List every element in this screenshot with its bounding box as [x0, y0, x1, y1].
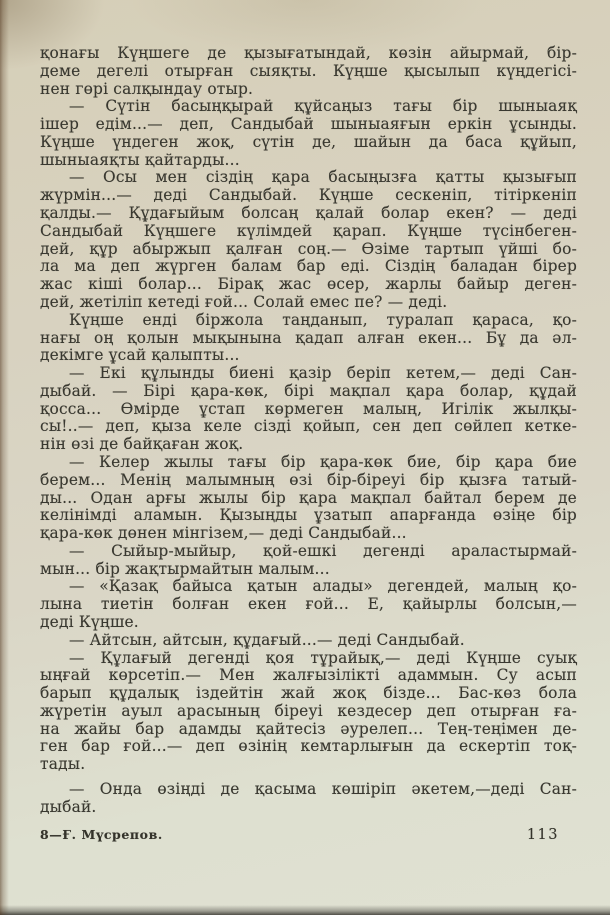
- text-line: ішер едім...— деп, Сандыбай шыныаяғын еркін ұсынды.: [40, 115, 577, 134]
- text-line: нағы оң қолын мықынына қадап алған екен... Бұ да әл-: [40, 328, 577, 347]
- paragraph: [40, 98, 577, 169]
- printer-signature-mark: 8—Ғ. Мүсрепов.: [40, 827, 163, 842]
- text-line: тады.: [40, 755, 86, 774]
- paragraph: [40, 781, 577, 817]
- text-line: барып құдалық іздейтін жай жоқ бізде... Бас-көз бола: [40, 684, 577, 703]
- text-line: — Сыйыр-мыйыр, қой-ешкі дегенді араластырмай-: [69, 541, 577, 560]
- paragraph: [40, 454, 577, 543]
- text-line: Күңше үндеген жоқ, сүтін де, шайын да баса құйып,: [40, 132, 577, 151]
- text-line: декімге ұсай қалыпты...: [40, 346, 240, 365]
- paragraph: [40, 365, 577, 454]
- text-line: ла ма деп жүрген балам бар еді. Сіздің баладан бірер: [40, 257, 577, 276]
- text-line: ды... Одан арғы жылы бір қара мақпал байтал берем де: [40, 488, 577, 507]
- text-line: дей, құр абыржып қалған соң.— Өзіме тартып үйші бо-: [40, 239, 577, 258]
- text-line: на жайы бар адамды қайтесіз әурелеп... Тең-теңімен де-: [40, 719, 577, 738]
- paragraph: [40, 312, 577, 365]
- text-line: қара-көк дөнен мінгізем,— деді Сандыбай...: [40, 524, 407, 543]
- text-line: дей, жетіліп кетеді ғой... Солай емес пе? — деді.: [40, 292, 448, 311]
- text-line: шыныаяқты қайтарды...: [40, 150, 240, 169]
- text-line: жас кіші болар... Бірақ жас өсер, жарлы байыр деген-: [40, 275, 577, 294]
- text-line: қосса... Өмірде ұстап көрмеген малың, Игілік жылқы-: [40, 399, 577, 418]
- text-line: келінімді аламын. Қызыңды ұзатып апарғанда өзіңе бір: [40, 506, 577, 525]
- text-line: қалды.— Құдағыйым болсаң қалай болар екен? — деді: [40, 204, 577, 223]
- text-line: қонағы Күңшеге де қызығатындай, көзін айырмай, бір-: [40, 44, 577, 62]
- text-line: деме дегелі отырған сыяқты. Күңше қысылып күңдегісі-: [40, 61, 577, 80]
- text-line: берем... Менің малымның өзі бір-біреуі бір қызға татый-: [40, 470, 577, 489]
- paragraph: [40, 169, 577, 311]
- text-line: — Осы мен сіздің қара басыңызға қатты қызығып: [69, 168, 577, 187]
- text-line: — Екі құлынды биені қазір беріп кетем,— деді Сан-: [69, 364, 577, 383]
- paragraph: [40, 632, 577, 650]
- text-line: — Сүтін басыңқырай құйсаңыз тағы бір шыныаяқ: [69, 97, 577, 116]
- text-line: деді Күңше.: [40, 613, 139, 631]
- text-line: дыбай.: [40, 797, 97, 816]
- text-line: — Айтсын, айтсын, құдағый...— деді Сандыбай.: [69, 630, 465, 649]
- page-number: 113: [526, 827, 559, 843]
- text-line: нін өзі де байқаған жоқ.: [40, 435, 244, 454]
- paragraph: [40, 45, 577, 98]
- text-line: — Құлағый дегенді қоя тұрайық,— деді Күңше суық: [69, 648, 577, 667]
- text-line: Күңше енді біржола таңданып, туралап қараса, қо-: [69, 310, 577, 329]
- text-line: — Онда өзіңді де қасыма көшіріп әкетем,—деді Сан-: [69, 780, 577, 799]
- text-line: жүрмін...— деді Сандыбай. Күңше сескеніп, тітіркеніп: [40, 186, 577, 205]
- paragraph: [40, 650, 577, 774]
- page-footer: [40, 827, 577, 843]
- text-line: ыңғай көрсетіп.— Мен жалғызілікті адаммын. Су асып: [40, 666, 577, 685]
- paragraph: [40, 543, 577, 579]
- text-line: жүретін ауыл арасының біреуі кездесер деп отырған ға-: [40, 701, 577, 720]
- text-line: — «Қазақ байыса қатын алады» дегендей, малың қо-: [69, 577, 577, 596]
- text-line: лына тиетін болған екен ғой... Е, қайырлы болсын,—: [40, 595, 577, 614]
- text-line: сы!..— деп, қыза келе сізді қойып, сен деп сөйлеп кетке-: [40, 417, 577, 436]
- text-line: ген бар ғой...— деп өзінің кемтарлығын да ескертіп тоқ-: [40, 737, 577, 756]
- text-line: нен гөрі салқындау отыр.: [40, 79, 254, 98]
- text-line: — Келер жылы тағы бір қара-көк бие, бір қара бие: [69, 452, 577, 471]
- text-line: дыбай. — Бірі қара-көк, бірі мақпал қара болар, құдай: [40, 381, 577, 400]
- paragraph: [40, 578, 577, 631]
- page-text-block: [40, 45, 577, 817]
- text-line: Сандыбай Күңшеге күлімдей қарап. Күңше түсінбеген-: [40, 221, 577, 240]
- text-line: мын... бір жақтырмайтын малым...: [40, 559, 330, 578]
